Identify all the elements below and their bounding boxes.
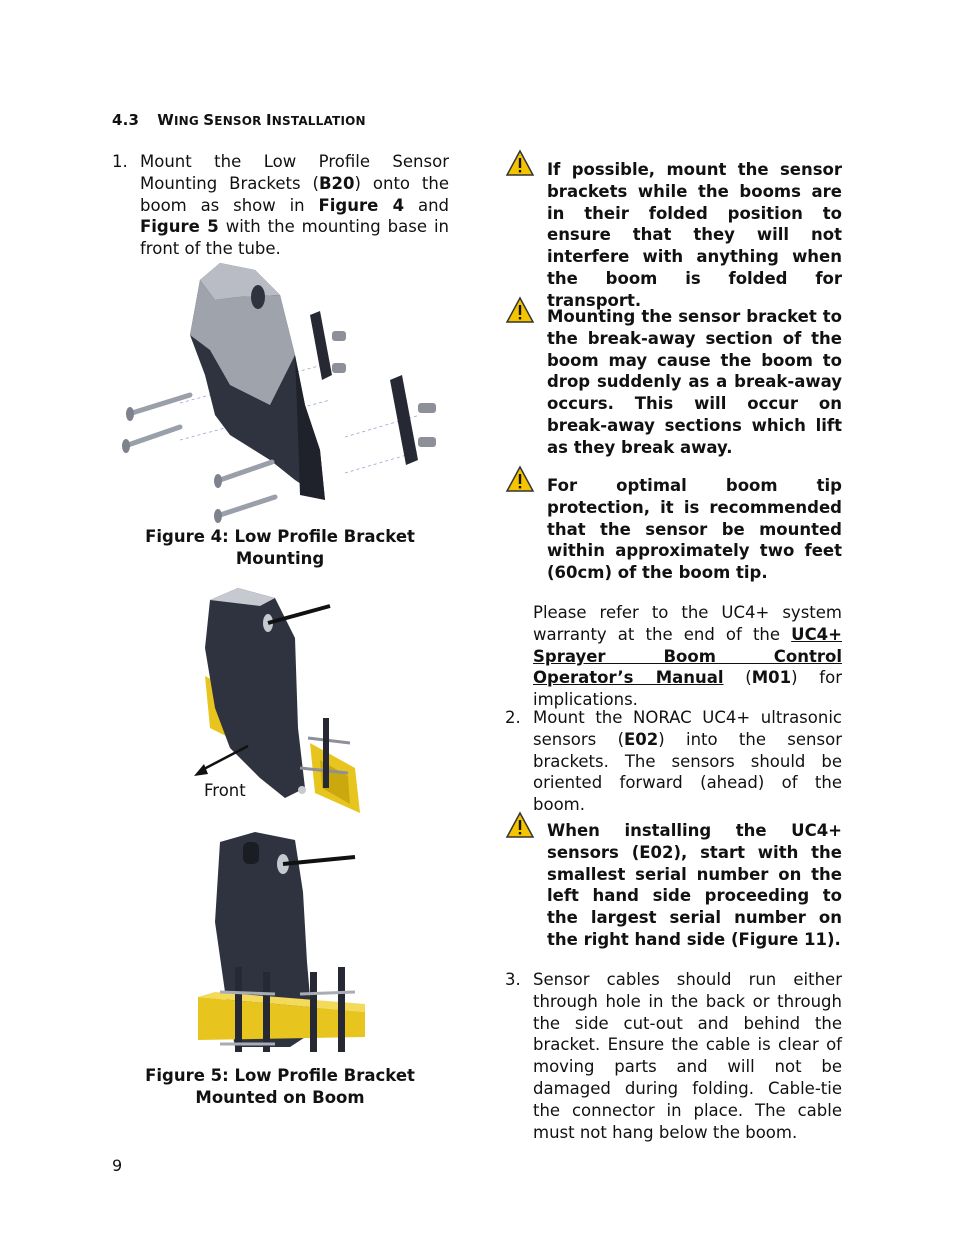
warranty-text-part: Please refer to the UC4+ system warranty at the end of the bbox=[533, 603, 842, 644]
section-title-ing: ING bbox=[173, 114, 204, 128]
step2-text-part: ) into the sensor brackets. The sensors should be oriented forward (ahead) of the boom. bbox=[533, 729, 842, 815]
warning-icon bbox=[505, 465, 535, 493]
step1-text-part: Mount the Low Profile Sensor Mounting Brackets ( bbox=[140, 152, 449, 193]
step1-text-part: and bbox=[404, 195, 450, 215]
figure5-image bbox=[195, 832, 370, 1057]
step1-text-part: with the mounting base in front of the tube. bbox=[140, 217, 449, 259]
step2-text-part: Mount the NORAC UC4+ ultrasonic sensors ( bbox=[533, 708, 842, 749]
figure5-caption-line1: Figure 5: Low Profile Bracket bbox=[145, 1066, 415, 1085]
step3-text: Sensor cables should run either through hole in the back or through the side cut-out and behind the bracket. Ensure the cable is clear of moving parts and will not be damaged during folding. Cable-tie the connector in place. The cable must not hang below the boom. bbox=[533, 970, 842, 1142]
step1-text bbox=[140, 151, 449, 260]
warning-folded-position: If possible, mount the sensor brackets while the booms are in their folded position to ensure that they will not interfere with anything when the boom is folded for transport. bbox=[547, 160, 842, 310]
figure5-ref: Figure 5 bbox=[140, 217, 219, 237]
step2-text bbox=[533, 707, 842, 816]
warranty-text-part: ) for implications. bbox=[533, 668, 842, 710]
section-number: 4.3 bbox=[112, 111, 140, 129]
step2-number: 2. bbox=[505, 708, 521, 727]
section-title-w: W bbox=[157, 111, 174, 129]
warning-serial-order: When installing the UC4+ sensors (E02), start with the smallest serial number on the left hand side proceeding to the largest serial number on the right hand side (Figure 11). bbox=[547, 821, 842, 949]
warning-break-away: Mounting the sensor bracket to the break-away section of the boom may cause the boom to drop suddenly as a break-away occurs. This will occur on break-away sections which lift as they break away. bbox=[547, 307, 842, 457]
warning-icon bbox=[505, 296, 535, 324]
figure4-ref: Figure 4 bbox=[318, 195, 405, 215]
section-title-ensor: ENSOR bbox=[214, 114, 266, 128]
warning-icon bbox=[505, 811, 535, 839]
part-code-e02: E02 bbox=[624, 729, 659, 749]
figure4-image bbox=[120, 255, 450, 530]
figure4-caption-line2: Mounting bbox=[235, 548, 325, 568]
part-code-b20: B20 bbox=[318, 173, 355, 193]
section-title-i: I bbox=[266, 111, 272, 129]
page-number: 9 bbox=[112, 1156, 123, 1175]
section-title-s: S bbox=[203, 111, 215, 129]
figure5-caption-line2: Mounted on Boom bbox=[195, 1087, 365, 1107]
part-code-m01: M01 bbox=[751, 668, 792, 688]
warning-icon bbox=[505, 149, 535, 177]
warranty-text-part: ( bbox=[723, 668, 752, 688]
figure5-caption bbox=[130, 1065, 430, 1109]
section-heading bbox=[112, 111, 366, 129]
step3-number: 3. bbox=[505, 970, 521, 989]
step1-text-part: ) onto the boom as show in bbox=[140, 173, 449, 215]
figure4-caption bbox=[130, 526, 430, 570]
section-title-nstallation: NSTALLATION bbox=[271, 114, 366, 128]
figure4-caption-line1: Figure 4: Low Profile Bracket bbox=[145, 527, 415, 546]
operators-manual-link[interactable]: UC4+ Sprayer Boom Control Operator’s Manual bbox=[533, 624, 842, 688]
warning-boom-tip: For optimal boom tip protection, it is recommended that the sensor be mounted within approximately two feet (60cm) of the boom tip. bbox=[547, 476, 842, 583]
step1-number: 1. bbox=[112, 152, 128, 171]
warranty-paragraph bbox=[533, 602, 842, 711]
front-label: Front bbox=[204, 781, 246, 800]
